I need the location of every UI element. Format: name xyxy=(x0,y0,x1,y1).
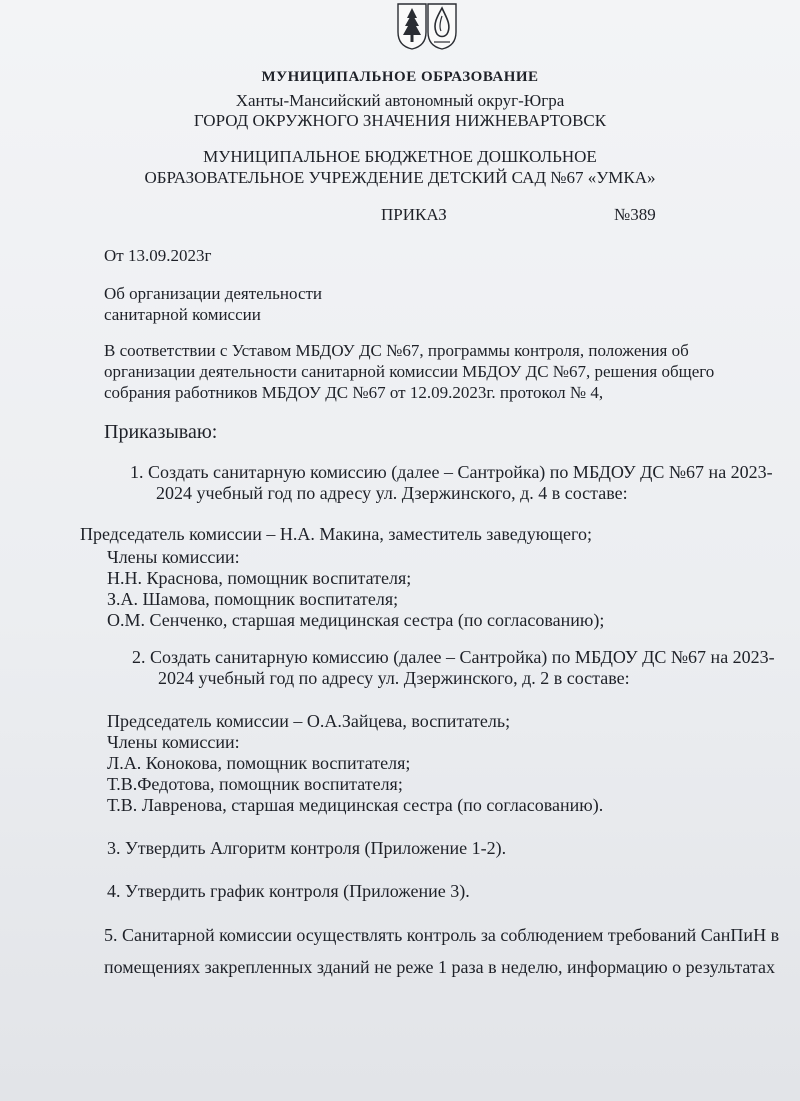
order-subject-line1: Об организации деятельности xyxy=(104,284,323,303)
city-coat-of-arms-icon xyxy=(396,2,458,50)
order-subject-line2: санитарной комиссии xyxy=(104,305,261,324)
order-title: ПРИКАЗ xyxy=(381,205,447,224)
item2-line1: 2. Создать санитарную комиссию (далее – Сантройка) по МБДОУ ДС №67 на 2023- xyxy=(132,647,775,667)
item1-member: З.А. Шамова, помощник воспитателя; xyxy=(107,589,399,609)
item1-member: Н.Н. Краснова, помощник воспитателя; xyxy=(107,568,412,588)
item2-member: Т.В.Федотова, помощник воспитателя; xyxy=(107,774,403,794)
item2-members-label: Члены комиссии: xyxy=(107,732,240,752)
item2-chair: Председатель комиссии – О.А.Зайцева, воспитатель; xyxy=(107,711,511,731)
item1-chair: Председатель комиссии – Н.А. Макина, заместитель заведующего; xyxy=(80,524,592,544)
institution-name-line1: МУНИЦИПАЛЬНОЕ БЮДЖЕТНОЕ ДОШКОЛЬНОЕ xyxy=(203,147,597,166)
item2-member: Т.В. Лавренова, старшая медицинская сестра (по согласованию). xyxy=(107,795,604,815)
city-name: ГОРОД ОКРУЖНОГО ЗНАЧЕНИЯ НИЖНЕВАРТОВСК xyxy=(193,111,607,130)
item1-line2: 2024 учебный год по адресу ул. Дзержинского, д. 4 в составе: xyxy=(156,483,628,503)
preamble-line: организации деятельности санитарной комиссии МБДОУ ДС №67, решения общего xyxy=(104,362,715,381)
institution-name-line2: ОБРАЗОВАТЕЛЬНОЕ УЧРЕЖДЕНИЕ ДЕТСКИЙ САД №67 «УМКА» xyxy=(144,168,656,187)
item2-member: Л.А. Конокова, помощник воспитателя; xyxy=(107,753,411,773)
preamble-line: собрания работников МБДОУ ДС №67 от 12.09.2023г. протокол № 4, xyxy=(104,383,604,402)
item2-line2: 2024 учебный год по адресу ул. Дзержинского, д. 2 в составе: xyxy=(158,668,630,688)
item5-line2: помещениях закрепленных зданий не реже 1 раза в неделю, информацию о результатах xyxy=(104,957,776,977)
item1-line1: 1. Создать санитарную комиссию (далее – Сантройка) по МБДОУ ДС №67 на 2023- xyxy=(130,462,773,482)
municipality-heading: МУНИЦИПАЛЬНОЕ ОБРАЗОВАНИЕ xyxy=(261,69,539,85)
item1-member: О.М. Сенченко, старшая медицинская сестра (по согласованию); xyxy=(107,610,605,630)
order-directive-word: Приказываю: xyxy=(104,421,218,443)
item5-line1: 5. Санитарной комиссии осуществлять контроль за соблюдением требований СанПиН в xyxy=(104,925,780,945)
order-number: №389 xyxy=(614,205,656,224)
item1-members-label: Члены комиссии: xyxy=(107,547,240,567)
item4: 4. Утвердить график контроля (Приложение 3). xyxy=(107,881,470,901)
region-name: Ханты-Мансийский автономный округ-Югра xyxy=(235,91,565,110)
preamble-line: В соответствии с Уставом МБДОУ ДС №67, программы контроля, положения об xyxy=(104,341,689,360)
item3: 3. Утвердить Алгоритм контроля (Приложение 1-2). xyxy=(107,838,507,858)
order-date: От 13.09.2023г xyxy=(104,246,212,265)
